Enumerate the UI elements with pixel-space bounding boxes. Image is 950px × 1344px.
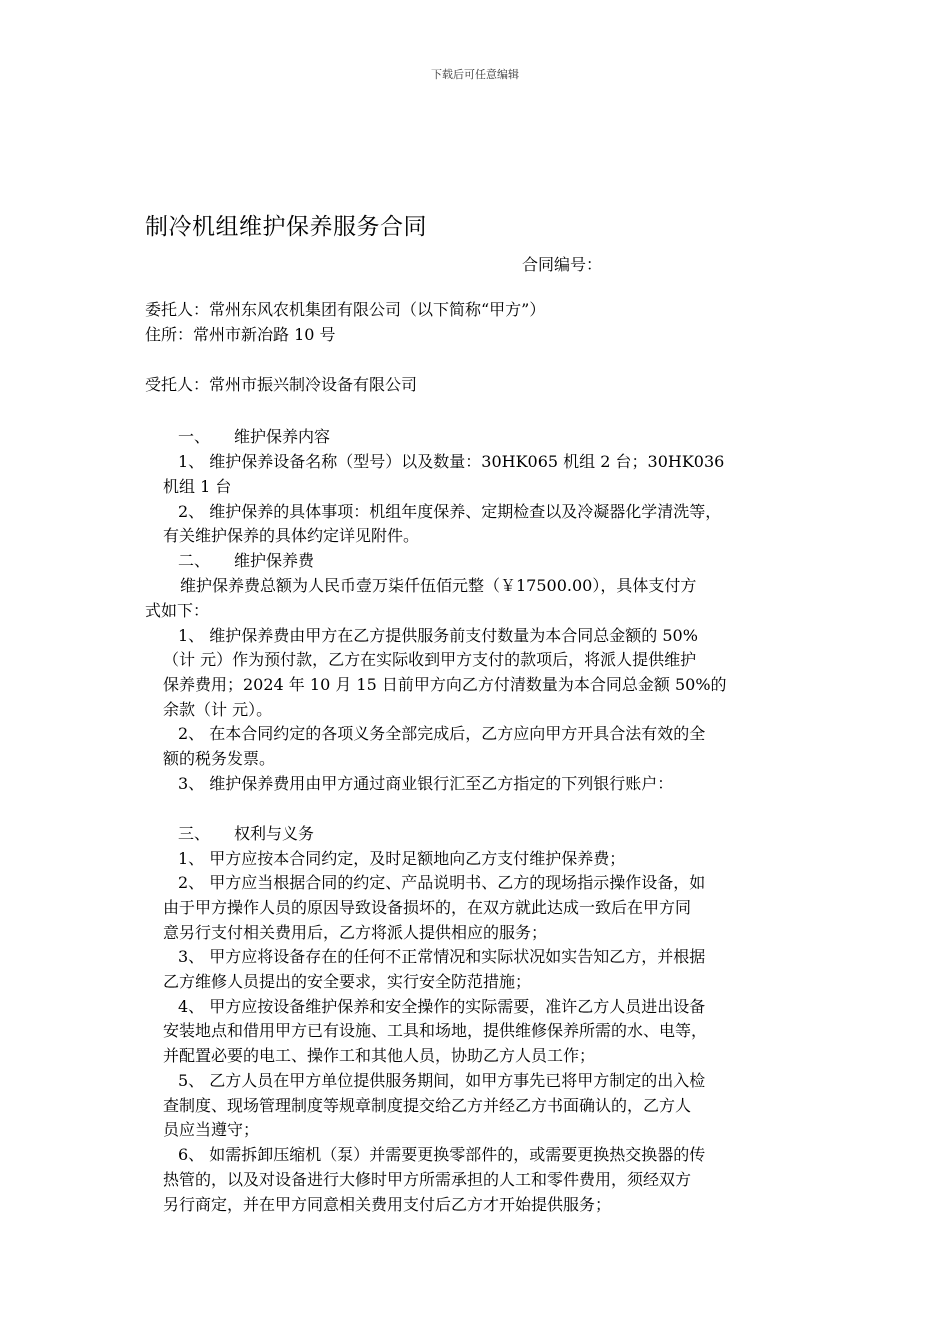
clause-line: 4、 甲方应按设备维护保养和安全操作的实际需要，准许乙方人员进出设备	[178, 997, 706, 1016]
paragraph-line: 式如下：	[145, 601, 210, 620]
client-line: 委托人：常州东风农机集团有限公司（以下简称“甲方”）	[145, 300, 546, 319]
clause-line: 2、 在本合同约定的各项义务全部完成后，乙方应向甲方开具合法有效的全	[178, 724, 706, 743]
clause-line: 有关维护保养的具体约定详见附件。	[163, 526, 420, 545]
clause-line: 额的税务发票。	[163, 749, 276, 768]
clause-line: 1、 维护保养费由甲方在乙方提供服务前支付数量为本合同总金额的 50%	[178, 626, 698, 645]
clause-line: 3、 甲方应将设备存在的任何不正常情况和实际状况如实告知乙方，并根据	[178, 947, 706, 966]
clause-line: 乙方维修人员提出的安全要求，实行安全防范措施；	[163, 972, 532, 991]
header-note: 下载后可任意编辑	[431, 68, 519, 81]
clause-line: 另行商定，并在甲方同意相关费用支付后乙方才开始提供服务；	[163, 1195, 612, 1214]
section-heading-2: 二、 维护保养费	[178, 551, 315, 570]
clause-line: 员应当遵守；	[163, 1120, 260, 1139]
clause-line: 2、 甲方应当根据合同的约定、产品说明书、乙方的现场指示操作设备，如	[178, 873, 706, 892]
clause-line: 1、 甲方应按本合同约定，及时足额地向乙方支付维护保养费；	[178, 849, 626, 868]
section-heading-1: 一、 维护保养内容	[178, 427, 331, 446]
contractor-line: 受托人：常州市振兴制冷设备有限公司	[145, 375, 418, 394]
clause-line: 保养费用；2024 年 10 月 15 日前甲方向乙方付清数量为本合同总金额 50%的	[163, 675, 727, 694]
clause-line: 1、 维护保养设备名称（型号）以及数量：30HK065 机组 2 台；30HK036	[178, 452, 725, 471]
clause-line: 安装地点和借用甲方已有设施、工具和场地，提供维修保养所需的水、电等，	[163, 1021, 708, 1040]
clause-line: 5、 乙方人员在甲方单位提供服务期间，如甲方事先已将甲方制定的出入检	[178, 1071, 706, 1090]
client-address-line: 住所：常州市新冶路 10 号	[145, 325, 336, 344]
clause-line: 机组 1 台	[163, 477, 232, 496]
clause-line: （计 元）作为预付款，乙方在实际收到甲方支付的款项后，将派人提供维护	[163, 650, 697, 669]
contract-number-label: 合同编号：	[522, 255, 603, 274]
clause-line: 意另行支付相关费用后，乙方将派人提供相应的服务；	[163, 923, 548, 942]
section-heading-3: 三、 权利与义务	[178, 824, 315, 843]
clause-line: 6、 如需拆卸压缩机（泵）并需要更换零部件的，或需要更换热交换器的传	[178, 1145, 706, 1164]
clause-line: 2、 维护保养的具体事项：机组年度保养、定期检查以及冷凝器化学清洗等，	[178, 502, 722, 521]
clause-line: 热管的，以及对设备进行大修时甲方所需承担的人工和零件费用，须经双方	[163, 1170, 692, 1189]
clause-line: 余款（计 元）。	[163, 700, 273, 719]
clause-line: 由于甲方操作人员的原因导致设备损坏的，在双方就此达成一致后在甲方同	[163, 898, 692, 917]
clause-line: 查制度、现场管理制度等规章制度提交给乙方并经乙方书面确认的，乙方人	[163, 1096, 692, 1115]
clause-line: 3、 维护保养费用由甲方通过商业银行汇至乙方指定的下列银行账户：	[178, 774, 674, 793]
paragraph-line: 维护保养费总额为人民币壹万柒仟伍佰元整（￥17500.00），具体支付方	[180, 576, 697, 595]
clause-line: 并配置必要的电工、操作工和其他人员，协助乙方人员工作；	[163, 1046, 596, 1065]
document-title: 制冷机组维护保养服务合同	[145, 214, 427, 240]
